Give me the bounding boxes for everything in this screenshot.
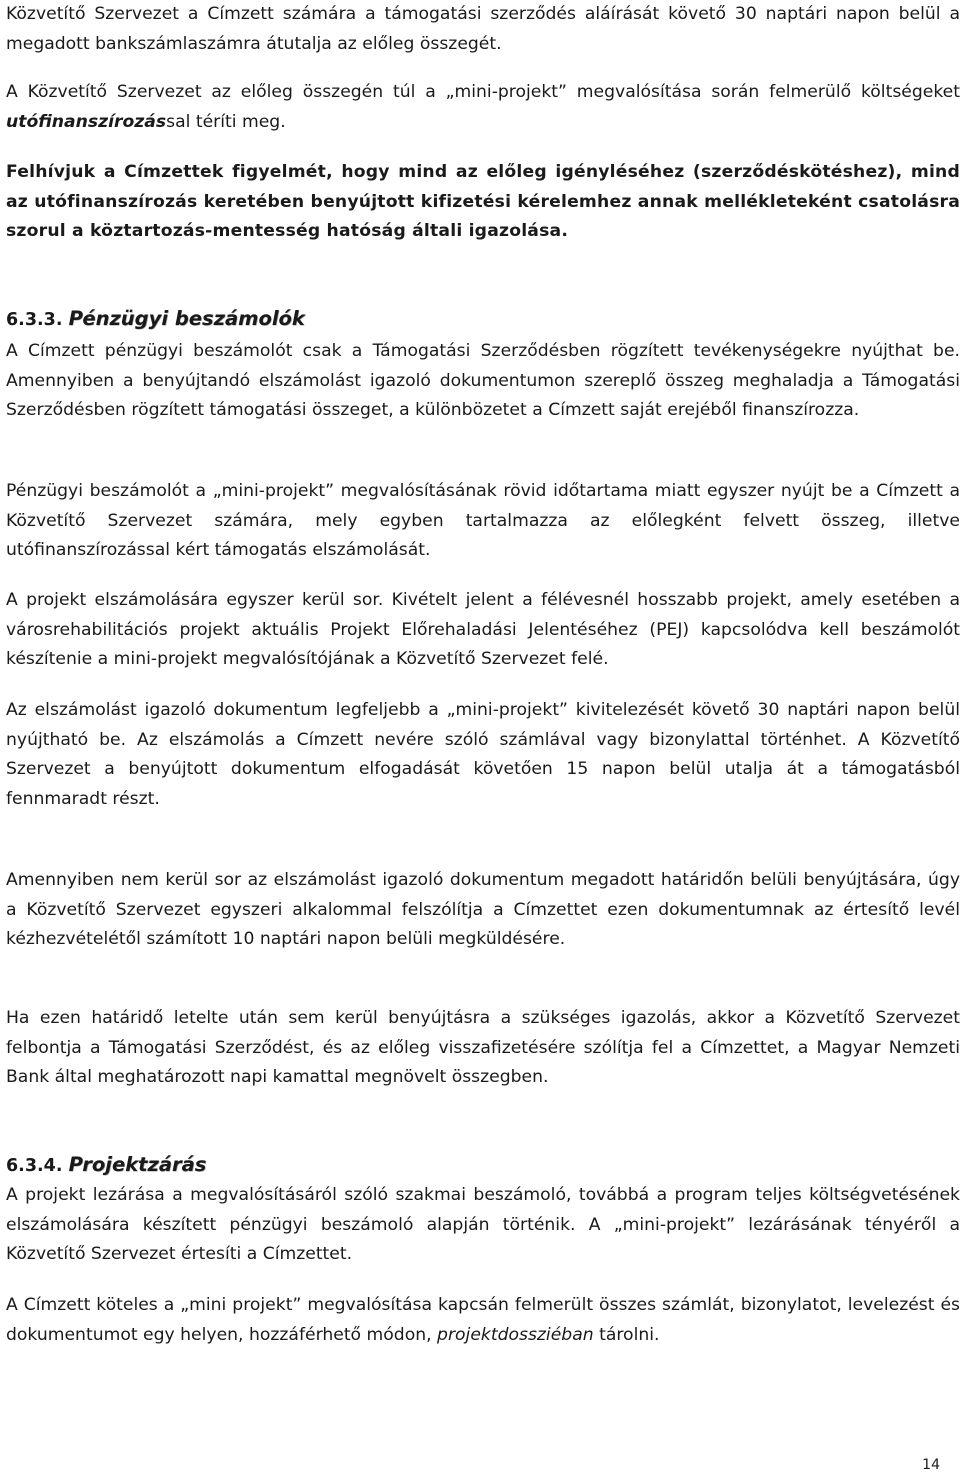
- paragraph-termination: Ha ezen határidő letelte után sem kerül benyújtásra a szükséges igazolás, akkor a Közvetítő Szervezet felbontja a Támogatási Szerződést, és az előleg visszafizetésére szólítja fel a Címzettet, a Magyar Nemzeti Bank által meghatározott napi kamattal megnövelt összegben.: [6, 1008, 960, 1087]
- emphasis-term: utófinanszírozás: [6, 111, 167, 132]
- text-run: A Címzett köteles a „mini projekt” megvalósítása kapcsán felmerült összes számlát, bizonylatot, levelezést és dokumentumot egy helyen, hozzáférhető módon,: [6, 1295, 960, 1345]
- section-heading-financial-reports: [6, 304, 305, 336]
- paragraph-deadline: Az elszámolást igazoló dokumentum legfeljebb a „mini-projekt” kivitelezését követő 30 naptári napon belül nyújtható be. Az elszámolás a Címzett nevére szóló számlával vagy bizonylattal történhet. A Közvetítő Szervezet a benyújtott dokumentum elfogadását követően 15 napon belül utalja át a támogatásból fennmaradt részt.: [6, 700, 960, 809]
- notice-paragraph: Felhívjuk a Címzettek figyelmét, hogy mind az előleg igényléséhez (szerződéskötéshez), mind az utófinanszírozás keretében benyújtott kifizetési kérelemhez annak mellékleteként csatolásra szorul a köztartozás-mentesség hatóság általi igazolása.: [6, 162, 960, 241]
- text-run: sal téríti meg.: [166, 111, 286, 132]
- section-title: Pénzügyi beszámolók: [68, 307, 305, 330]
- paragraph-advance-transfer: Közvetítő Szervezet a Címzett számára a támogatási szerződés aláírását követő 30 naptári napon belül a megadott bankszámlaszámra átutalja az előleg összegét.: [6, 4, 960, 54]
- emphasis-term: projektdossziéban: [437, 1324, 594, 1345]
- section-number: 6.3.4.: [6, 1156, 63, 1176]
- paragraph-report-scope: A Címzett pénzügyi beszámolót csak a Támogatási Szerződésben rögzített tevékenységekre nyújthat be. Amennyiben a benyújtandó elszámolást igazoló dokumentumon szereplő összeg meghaladja a Támogatási Szerződésben rögzített támogatási összeget, a különbözetet a Címzett saját erejéből finanszírozza.: [6, 341, 960, 420]
- section-number: 6.3.3.: [6, 310, 63, 330]
- paragraph-closure: A projekt lezárása a megvalósításáról szóló szakmai beszámoló, továbbá a program teljes költségvetésének elszámolására készített pénzügyi beszámoló alapján történik. A „mini-projekt” lezárásának tényéről a Közvetítő Szervezet értesíti a Címzettet.: [6, 1185, 960, 1264]
- paragraph-reminder: Amennyiben nem kerül sor az elszámolást igazoló dokumentum megadott határidőn belüli benyújtására, úgy a Közvetítő Szervezet egyszeri alkalommal felszólítja a Címzettet ezen dokumentumnak az értesítő levél kézhezvételétől számított 10 naptári napon belüli megküldésére.: [6, 870, 960, 949]
- page-number: 14: [922, 1457, 940, 1473]
- paragraph-settlement: A projekt elszámolására egyszer kerül sor. Kivételt jelent a félévesnél hosszabb projekt, amely esetében a városrehabilitációs projekt aktuális Projekt Előrehaladási Jelentéséhez (PEJ) kapcsolódva kell beszámolót készítenie a mini-projekt megvalósítójának a Közvetítő Szervezet felé.: [6, 590, 960, 669]
- text-run: tárolni.: [593, 1324, 660, 1345]
- section-heading-project-closure: [6, 1150, 206, 1182]
- paragraph-post-financing: [6, 78, 960, 137]
- section-title: Projektzárás: [68, 1153, 207, 1176]
- text-run: A Közvetítő Szervezet az előleg összegén túl a „mini-projekt” megvalósítása során felmerülő költségeket: [6, 82, 960, 102]
- paragraph-single-report: Pénzügyi beszámolót a „mini-projekt” megvalósításának rövid időtartama miatt egyszer nyújt be a Címzett a Közvetítő Szervezet számára, mely egyben tartalmazza az előlegként felvett összeg, illetve utófinanszírozással kért támogatás elszámolását.: [6, 481, 960, 560]
- paragraph-archiving: [6, 1291, 960, 1350]
